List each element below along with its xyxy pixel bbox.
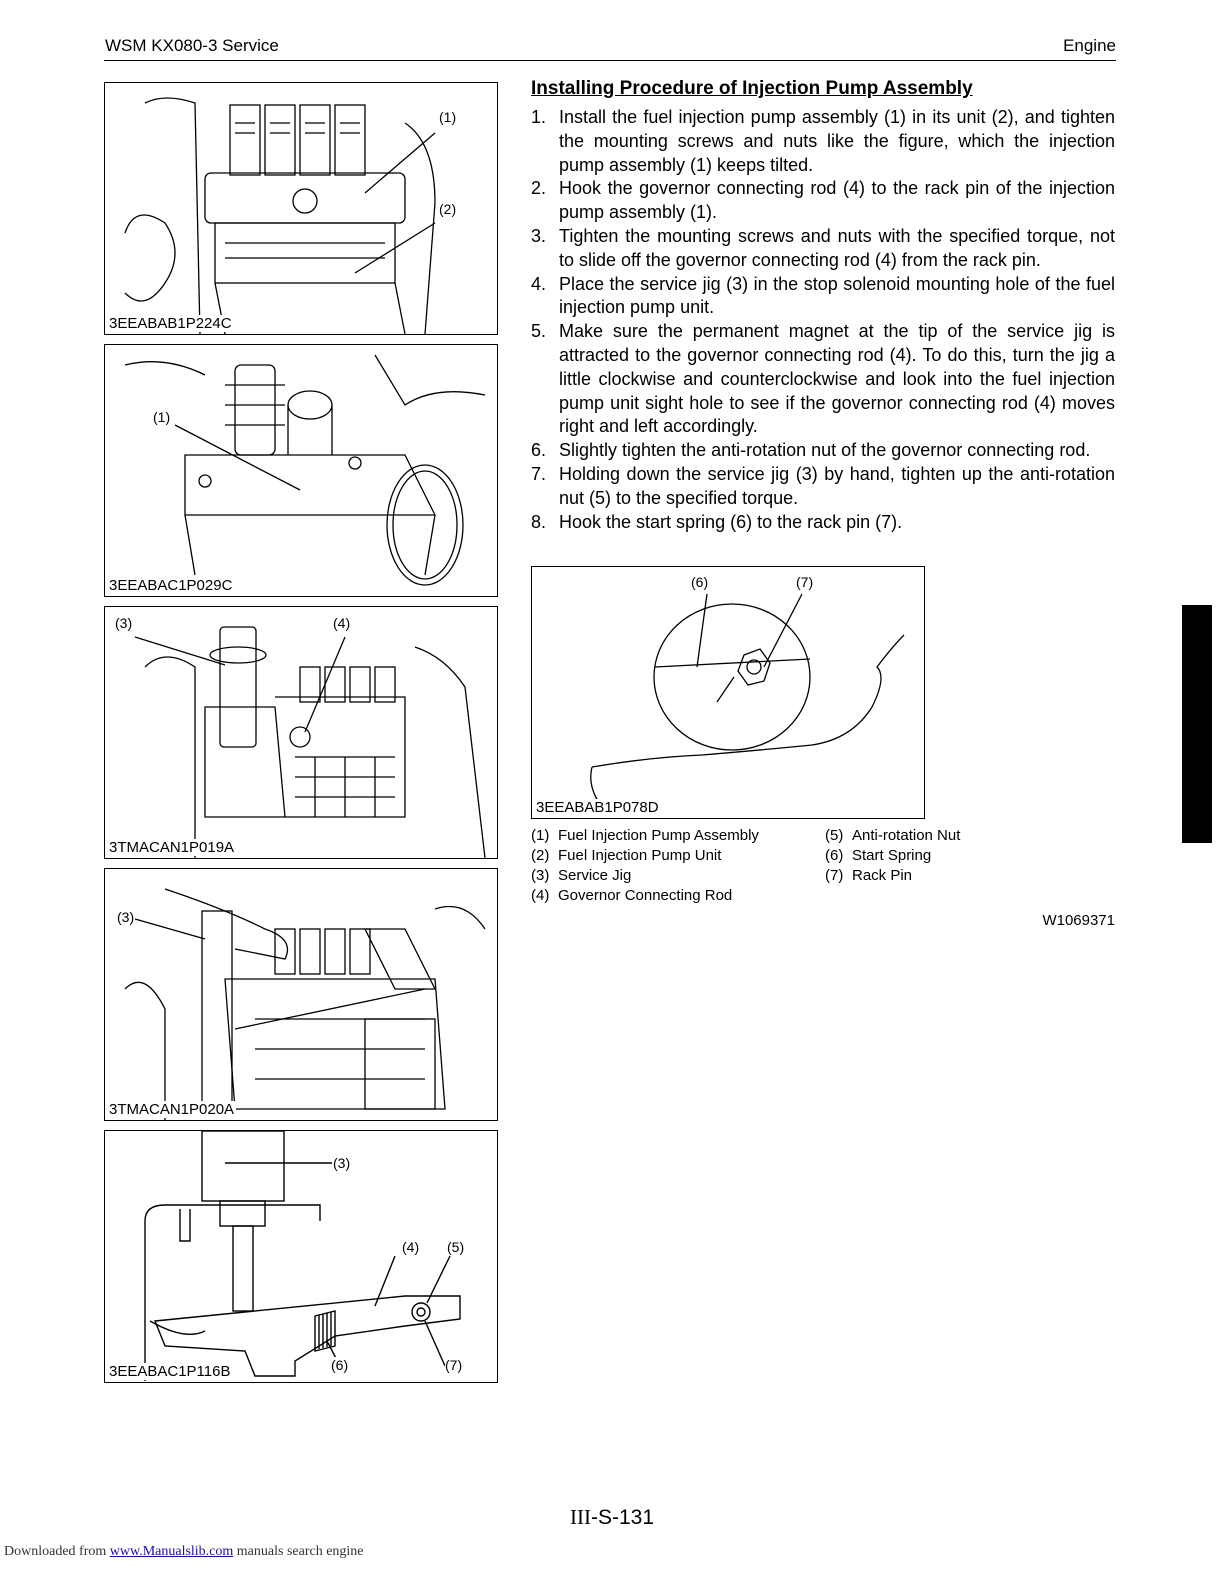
figure-illustration [532, 567, 924, 818]
header-rule [104, 60, 1116, 61]
legend-label: Service Jig [558, 867, 632, 884]
manualslib-link[interactable]: www.Manualslib.com [109, 1544, 234, 1559]
figure-jig-detail [104, 1130, 498, 1383]
header-title: WSM KX080-3 Service [105, 36, 279, 55]
step-number: 7. [531, 463, 547, 484]
legend-label: Start Spring [852, 847, 932, 864]
figure-illustration [105, 345, 497, 596]
section-tab-marker [1182, 605, 1212, 843]
step-number: 5. [531, 321, 547, 342]
legend-item [531, 846, 759, 866]
figure-service-jig-installed [104, 606, 498, 859]
figure-code: 3EEABAB1P224C [109, 315, 232, 332]
figure-code: 3TMACAN1P020A [109, 1101, 235, 1118]
footer-prefix: Downloaded from [4, 1544, 110, 1559]
header-section: Engine [1063, 36, 1116, 55]
legend-label: Fuel Injection Pump Assembly [558, 827, 759, 844]
figure-tightening-nut [104, 868, 498, 1121]
figure-callout: (6) [331, 1357, 349, 1373]
legend-label: Anti-rotation Nut [852, 827, 961, 844]
legend-label: Fuel Injection Pump Unit [558, 847, 722, 864]
figure-code: 3EEABAC1P029C [109, 577, 233, 594]
figure-callout: (2) [439, 201, 457, 217]
legend-number: (5) [825, 827, 844, 844]
legend-number: (4) [531, 887, 550, 904]
page-num: -S-131 [590, 1506, 654, 1529]
figure-callout: (3) [117, 909, 135, 925]
figure-illustration [105, 869, 497, 1120]
figure-code: 3EEABAC1P116B [109, 1363, 231, 1380]
step-number: 2. [531, 178, 547, 199]
step-text: Hook the start spring (6) to the rack pin (7). [559, 511, 903, 532]
figure-callout: (1) [153, 409, 171, 425]
legend-right [825, 826, 960, 886]
figure-callout: (4) [402, 1239, 420, 1255]
legend-number: (2) [531, 847, 550, 864]
step-number: 6. [531, 440, 547, 461]
step-text: Install the fuel injection pump assembly (1) in its unit (2), and tighten the mounting screws and nuts like the figure, which the injection pump assembly (1) keeps tilted. [559, 107, 1115, 175]
legend-number: (1) [531, 827, 550, 844]
legend-label: Rack Pin [852, 867, 913, 884]
legend-item [825, 846, 960, 866]
step-text: Place the service jig (3) in the stop solenoid mounting hole of the fuel injection pump unit. [559, 273, 1115, 318]
procedure-step [531, 106, 1115, 177]
legend-number: (6) [825, 847, 844, 864]
download-footer [4, 1544, 364, 1560]
procedure-step [531, 439, 1115, 463]
figure-code: 3TMACAN1P019A [109, 839, 235, 856]
step-number: 8. [531, 511, 547, 532]
figure-start-spring [531, 566, 925, 819]
figure-callout: (7) [796, 574, 814, 590]
legend-number: (7) [825, 867, 844, 884]
legend-item [825, 866, 960, 886]
legend-label: Governor Connecting Rod [558, 887, 733, 904]
figure-callout: (5) [447, 1239, 465, 1255]
figure-callout: (7) [445, 1357, 463, 1373]
figure-code: 3EEABAB1P078D [536, 799, 659, 816]
step-number: 1. [531, 107, 547, 127]
section-title: Installing Procedure of Injection Pump Assembly [531, 78, 973, 99]
figure-injection-pump-assembly [104, 82, 498, 335]
figure-callout: (1) [439, 109, 457, 125]
step-number: 4. [531, 273, 547, 294]
procedure-step [531, 463, 1115, 511]
procedure-step [531, 511, 1115, 535]
reference-code: W1069371 [1042, 912, 1115, 929]
figure-callout: (3) [333, 1155, 351, 1171]
figure-pump-tilted [104, 344, 498, 597]
procedure-step [531, 225, 1115, 273]
figure-callout: (6) [691, 574, 709, 590]
step-text: Slightly tighten the anti-rotation nut of the governor connecting rod. [559, 440, 1091, 461]
procedure-steps [531, 106, 1115, 534]
figure-illustration [105, 607, 497, 858]
step-text: Make sure the permanent magnet at the tip of the service jig is attracted to the governor connecting rod (4). To do this, turn the jig a little clockwise and counterclockwise and look into the fuel injection pump unit sight hole to see if the governor connecting rod (4) moves right and left accordingly. [559, 321, 1115, 437]
step-number: 3. [531, 225, 547, 246]
legend-item [531, 826, 759, 846]
step-text: Holding down the service jig (3) by hand, tighten up the anti-rotation nut (5) to the specified torque. [559, 463, 1115, 508]
step-text: Tighten the mounting screws and nuts with the specified torque, not to slide off the governor connecting rod (4) from the rack pin. [559, 225, 1115, 270]
figure-callout: (4) [333, 615, 351, 631]
procedure-step [531, 273, 1115, 321]
page-number [0, 1505, 1224, 1530]
step-text: Hook the governor connecting rod (4) to the rack pin of the injection pump assembly (1). [559, 178, 1115, 223]
page-section: III [569, 1505, 591, 1529]
footer-suffix: manuals search engine [233, 1544, 364, 1559]
legend-item [531, 866, 759, 886]
legend-item [531, 886, 759, 906]
legend-number: (3) [531, 867, 550, 884]
procedure-step [531, 320, 1115, 439]
figure-illustration [105, 1131, 497, 1382]
figure-callout: (3) [115, 615, 133, 631]
procedure-step [531, 177, 1115, 225]
legend-left [531, 826, 759, 906]
legend-item [825, 826, 960, 846]
